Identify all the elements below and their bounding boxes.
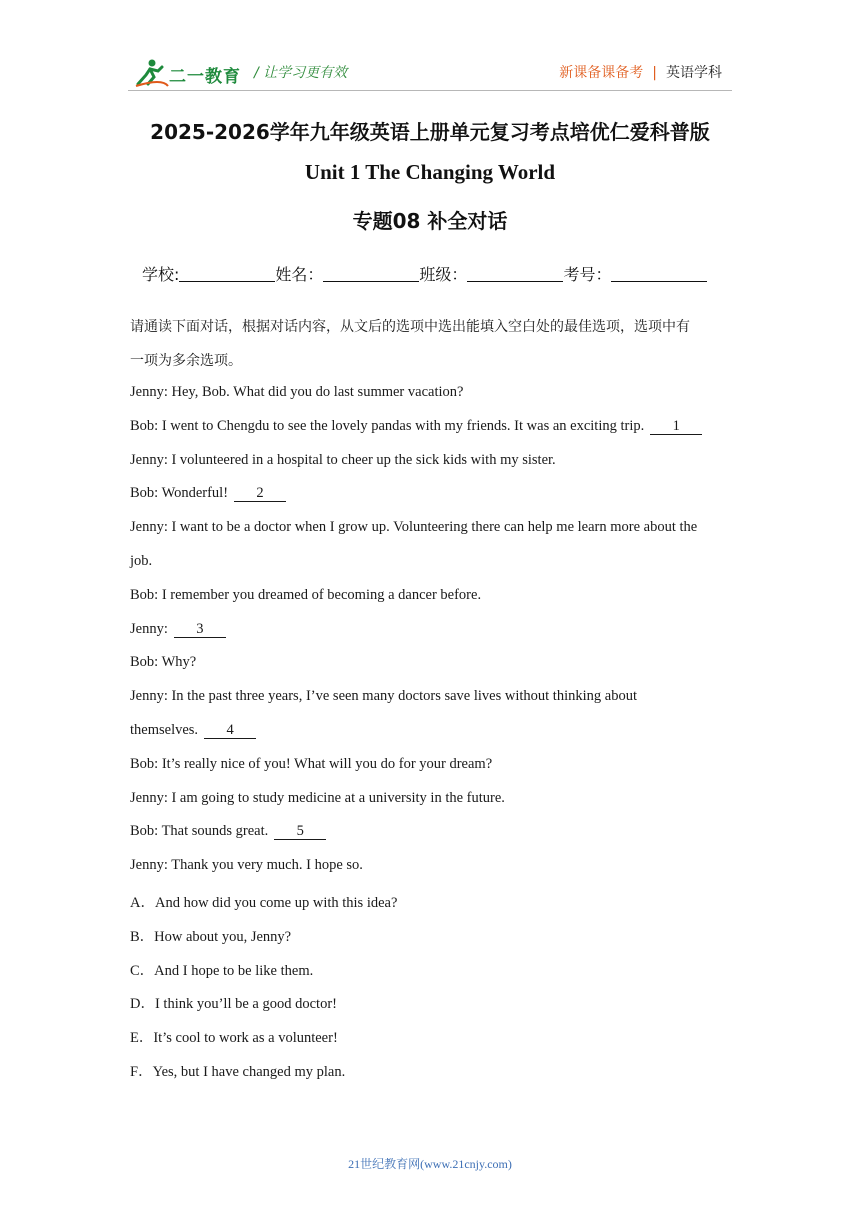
dialogue-text: Jenny: I am going to study medicine at a university in the future.: [130, 789, 505, 806]
option-item: E．It’s cool to work as a volunteer!: [130, 1030, 338, 1047]
dialogue-line: [130, 418, 702, 435]
dialogue-line: [130, 519, 697, 536]
dialogue-text: themselves.: [130, 722, 199, 738]
name-label: 姓名：: [275, 265, 324, 284]
header-separator: |: [652, 65, 657, 81]
dialogue-line: [130, 722, 256, 739]
page-title: 2025-2026学年九年级英语上册单元复习考点培优仁爱科普版: [150, 120, 710, 144]
option-item: F．Yes, but I have changed my plan.: [130, 1064, 346, 1080]
class-blank[interactable]: [467, 265, 563, 282]
dialogue-line: [130, 654, 196, 671]
answer-blank[interactable]: 2: [234, 486, 286, 502]
dialogue-text: Bob: Why?: [130, 654, 197, 671]
option-item: D．I think you’ll be a good doctor!: [130, 996, 337, 1013]
dialogue-line: [130, 823, 326, 840]
answer-blank[interactable]: 5: [274, 824, 326, 840]
brand-label: 新课备课备考: [559, 65, 644, 81]
dialogue-text: Jenny: Thank you very much. I hope so.: [130, 857, 363, 874]
dialogue-line: [130, 553, 152, 570]
name-blank[interactable]: [323, 265, 419, 282]
page-header: [0, 0, 860, 100]
dialogue-line: [130, 790, 505, 807]
option-item: C．And I hope to be like them.: [130, 962, 314, 979]
dialogue-line: [130, 587, 481, 604]
dialogue-line: [130, 485, 286, 502]
dialogue-text: Jenny: I volunteered in a hospital to cheer up the sick kids with my sister.: [130, 451, 556, 468]
dialogue-text: job.: [130, 553, 153, 569]
dialogue-text: Bob: That sounds great.: [130, 823, 269, 840]
subject-label: 英语学科: [666, 65, 722, 81]
option-item: A．And how did you come up with this idea?: [130, 895, 398, 911]
topic-title: 专题08 补全对话: [352, 209, 508, 233]
exam-number-blank[interactable]: [611, 265, 707, 282]
header-divider: [128, 90, 732, 91]
instruction-line-2: 一项为多余选项。: [130, 353, 242, 369]
dialogue-text: Bob: It’s really nice of you! What will you do for your dream?: [130, 755, 493, 772]
header-right: [559, 62, 722, 82]
dialogue-line: [130, 688, 637, 705]
exam-number-label: 考号：: [563, 265, 612, 284]
footer-source: 21世纪教育网(www.21cnjy.com): [348, 1157, 512, 1171]
dialogue-line: [130, 756, 492, 773]
option-item: B．How about you, Jenny?: [130, 928, 292, 945]
dialogue-text: Jenny: I want to be a doctor when I grow up. Volunteering there can help me learn more about the: [130, 519, 698, 536]
student-info-fields: [142, 262, 707, 285]
dialogue-line: [130, 857, 363, 874]
instruction-line-1: 请通读下面对话，根据对话内容，从文后的选项中选出能填入空白处的最佳选项，选项中有: [130, 319, 690, 335]
dialogue-line: [130, 384, 463, 401]
dialogue-text: Bob: I remember you dreamed of becoming a dancer before.: [130, 586, 482, 603]
dialogue-text: Jenny: Hey, Bob. What did you do last summer vacation?: [130, 384, 464, 400]
answer-blank[interactable]: 1: [650, 419, 702, 435]
dialogue-line: [130, 621, 226, 638]
dialogue-text: Bob: Wonderful!: [130, 485, 229, 502]
dialogue-line: [130, 452, 556, 469]
unit-title: Unit 1 The Changing World: [304, 160, 556, 184]
school-label: 学校:: [142, 265, 180, 284]
logo-text: 二一教育: [169, 67, 241, 87]
slogan: / 让学习更有效: [254, 65, 348, 81]
school-blank[interactable]: [179, 265, 275, 282]
dialogue-text: Jenny:: [130, 620, 168, 637]
answer-blank[interactable]: 4: [204, 723, 256, 739]
dialogue-text: Bob: I went to Chengdu to see the lovely pandas with my friends. It was an exciting trip.: [130, 417, 645, 434]
class-label: 班级：: [419, 265, 468, 284]
dialogue-text: Jenny: In the past three years, I’ve seen many doctors save lives without thinking about: [130, 688, 637, 705]
answer-blank[interactable]: 3: [174, 622, 226, 638]
